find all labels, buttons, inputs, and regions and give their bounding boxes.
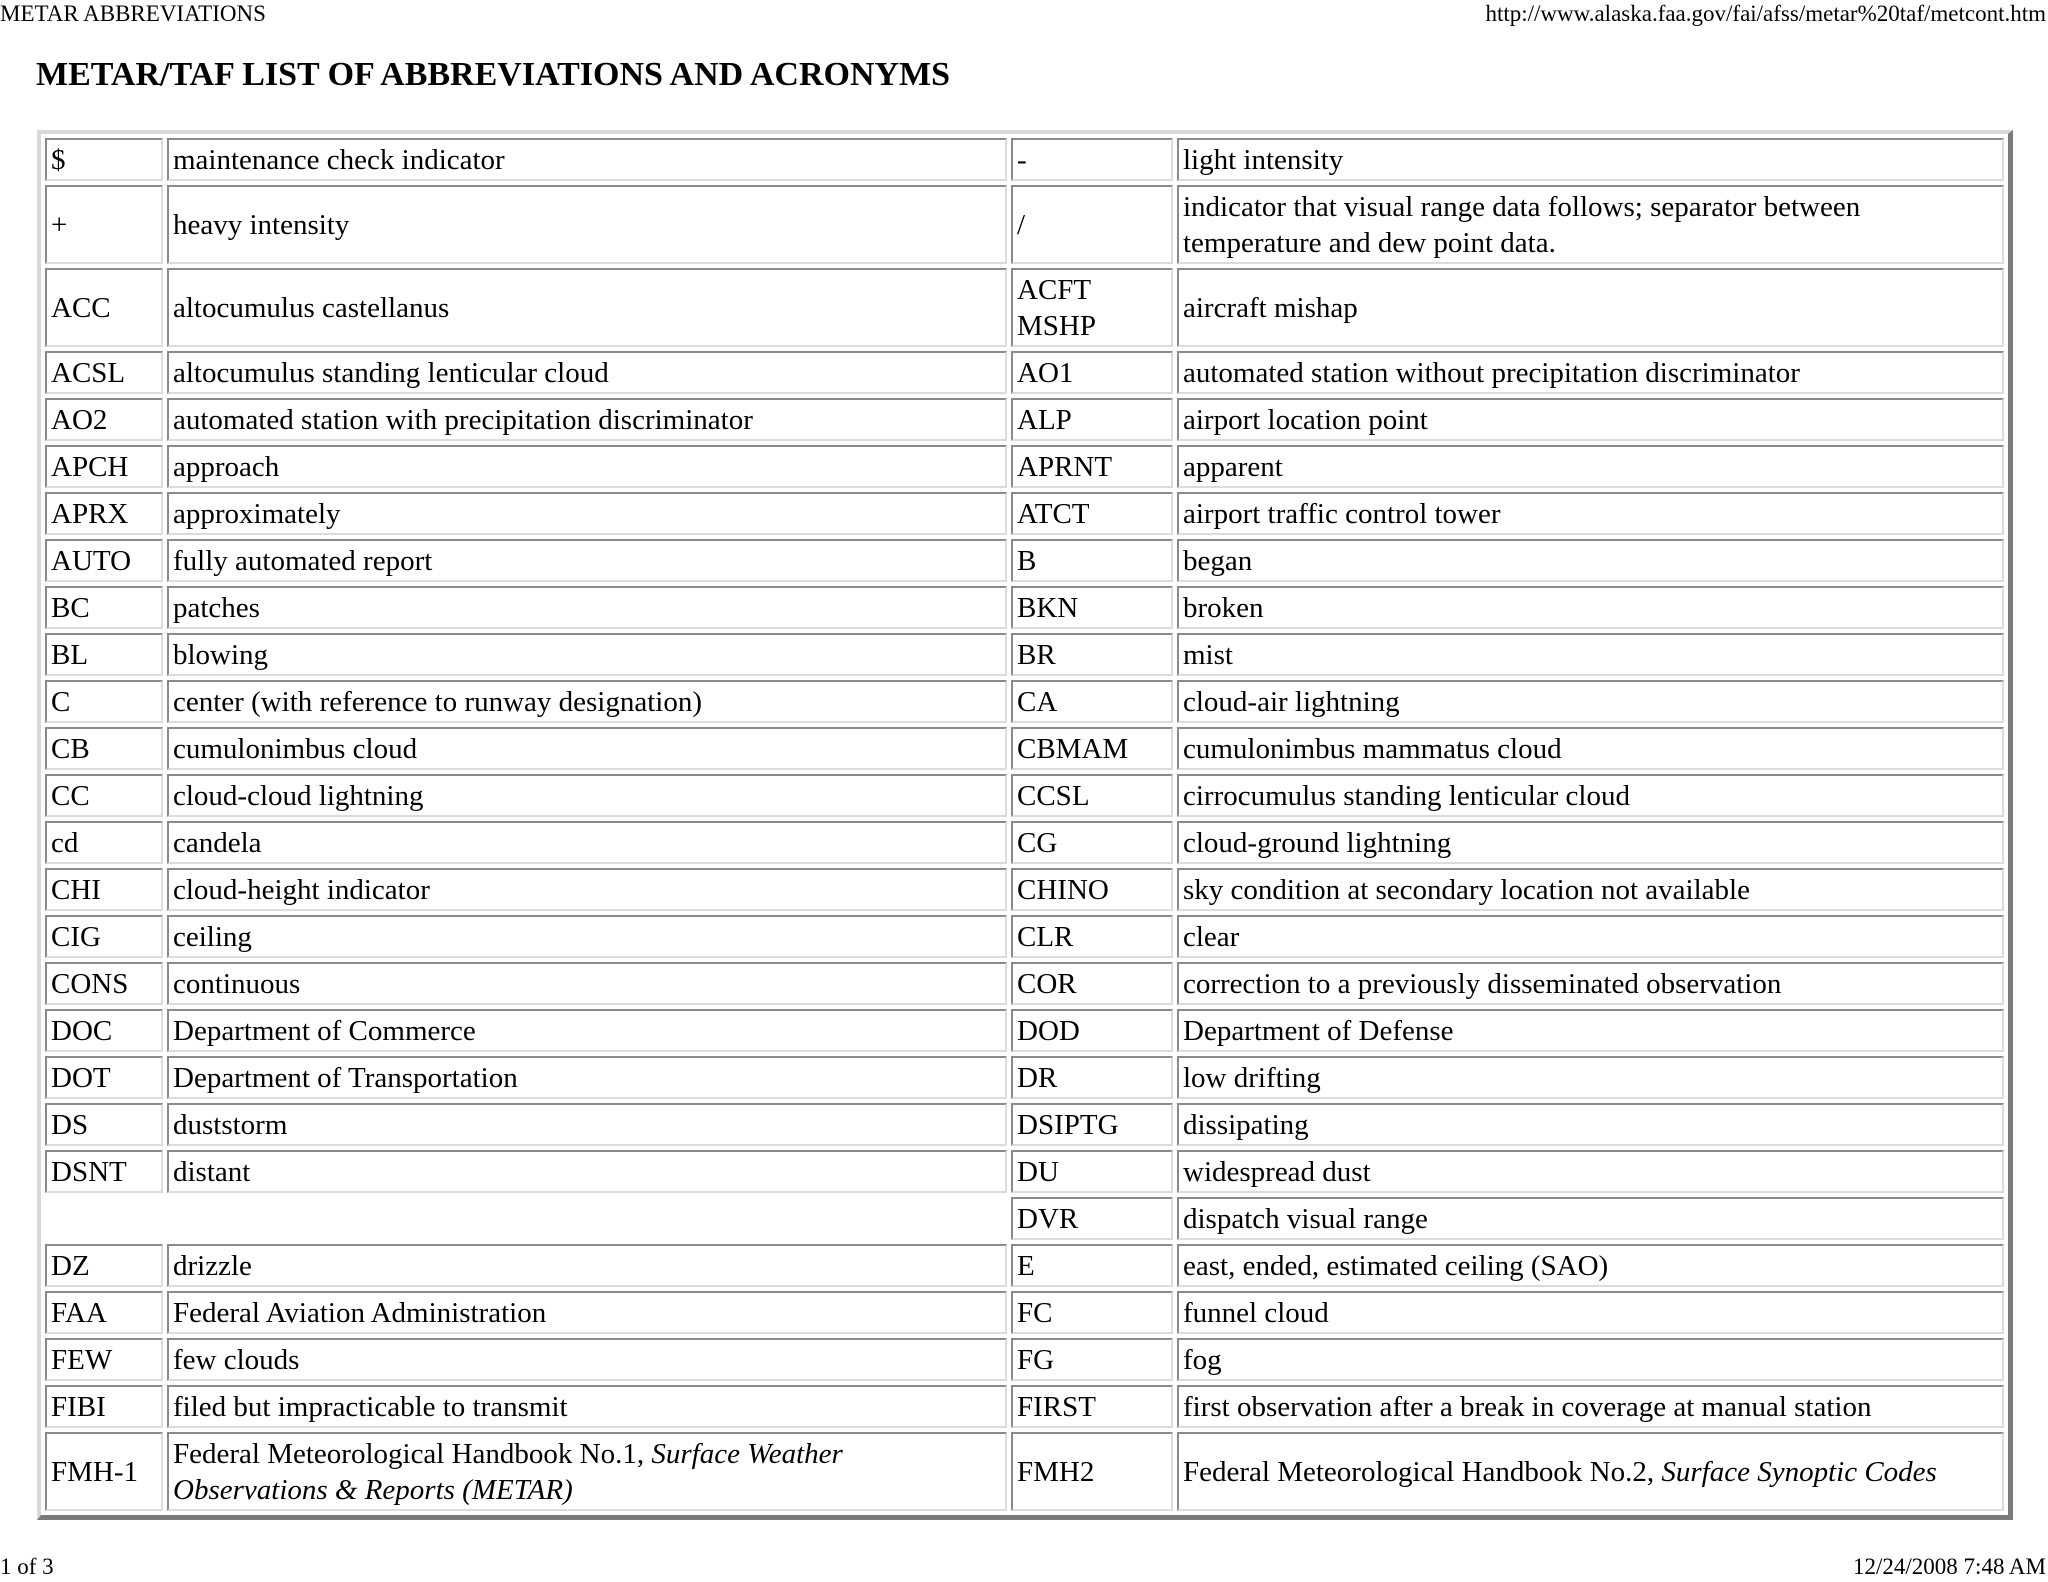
abbreviation-cell: CG [1011,821,1173,864]
definition-cell: apparent [1177,445,2004,488]
definition-text: Federal Meteorological Handbook No.1, [173,1438,652,1470]
definition-cell: airport traffic control tower [1177,492,2004,535]
abbreviation-cell: BKN [1011,586,1173,629]
abbreviation-cell: AO1 [1011,351,1173,394]
definition-cell: automated station with precipitation discriminator [167,398,1007,441]
abbreviations-table [41,134,2008,1515]
definition-cell: fully automated report [167,539,1007,582]
definition-cell: blowing [167,633,1007,676]
definition-cell: broken [1177,586,2004,629]
table-row [45,1197,2004,1240]
abbreviation-cell: ACSL [45,351,163,394]
abbreviation-cell: FIBI [45,1385,163,1428]
abbreviation-cell: ACFT MSHP [1011,268,1173,347]
abbreviation-cell: / [1011,185,1173,264]
table-row [45,680,2004,723]
definition-cell: Federal Aviation Administration [167,1291,1007,1334]
print-footer-timestamp: 12/24/2008 7:48 AM [1853,1554,2046,1579]
table-row [45,1103,2004,1146]
table-row [45,351,2004,394]
definition-cell: mist [1177,633,2004,676]
abbreviation-cell: CLR [1011,915,1173,958]
abbreviation-cell: CBMAM [1011,727,1173,770]
abbreviation-cell: FIRST [1011,1385,1173,1428]
definition-cell: few clouds [167,1338,1007,1381]
table-row [45,492,2004,535]
table-row [45,1432,2004,1511]
definition-cell: altocumulus standing lenticular cloud [167,351,1007,394]
definition-cell: heavy intensity [167,185,1007,264]
abbreviation-cell: APCH [45,445,163,488]
definition-cell: cloud-height indicator [167,868,1007,911]
abbreviation-cell: COR [1011,962,1173,1005]
definition-cell: cloud-cloud lightning [167,774,1007,817]
definition-cell: maintenance check indicator [167,138,1007,181]
abbreviation-cell: FG [1011,1338,1173,1381]
abbreviations-table-body [45,138,2004,1511]
table-row [45,1385,2004,1428]
definition-cell: ceiling [167,915,1007,958]
definition-cell: clear [1177,915,2004,958]
table-row [45,1244,2004,1287]
definition-cell: light intensity [1177,138,2004,181]
abbreviation-cell: FEW [45,1338,163,1381]
table-row [45,821,2004,864]
abbreviation-cell: FMH-1 [45,1432,163,1511]
table-row [45,1291,2004,1334]
abbreviations-table-frame [37,130,2013,1520]
table-row [45,445,2004,488]
abbreviation-cell: CIG [45,915,163,958]
definition-cell: Department of Defense [1177,1009,2004,1052]
abbreviation-cell: DOD [1011,1009,1173,1052]
table-row [45,962,2004,1005]
definition-cell: cloud-air lightning [1177,680,2004,723]
abbreviation-cell: APRNT [1011,445,1173,488]
definition-cell: approximately [167,492,1007,535]
table-row [45,539,2004,582]
table-row [45,1056,2004,1099]
definition-cell: cloud-ground lightning [1177,821,2004,864]
abbreviation-cell: DZ [45,1244,163,1287]
definition-cell [1177,1432,2004,1511]
abbreviation-cell: DOC [45,1009,163,1052]
definition-cell: first observation after a break in coverage at manual station [1177,1385,2004,1428]
abbreviation-cell: E [1011,1244,1173,1287]
abbreviation-cell: ATCT [1011,492,1173,535]
abbreviation-cell: C [45,680,163,723]
definition-cell: dissipating [1177,1103,2004,1146]
definition-cell: cumulonimbus mammatus cloud [1177,727,2004,770]
abbreviation-cell: AUTO [45,539,163,582]
abbreviation-cell: CA [1011,680,1173,723]
definition-cell: cirrocumulus standing lenticular cloud [1177,774,2004,817]
definition-text: Federal Meteorological Handbook No.2, [1183,1456,1662,1488]
abbreviation-cell: DOT [45,1056,163,1099]
publication-title: Surface Synoptic Codes [1661,1456,1937,1488]
abbreviation-cell: APRX [45,492,163,535]
abbreviation-cell: DSIPTG [1011,1103,1173,1146]
table-row [45,586,2004,629]
table-row [45,633,2004,676]
abbreviation-cell: CHI [45,868,163,911]
abbreviation-cell: CC [45,774,163,817]
definition-cell: automated station without precipitation discriminator [1177,351,2004,394]
definition-cell: duststorm [167,1103,1007,1146]
definition-cell: sky condition at secondary location not available [1177,868,2004,911]
definition-cell: center (with reference to runway designation) [167,680,1007,723]
definition-cell: dispatch visual range [1177,1197,2004,1240]
table-row [45,268,2004,347]
print-header-url: http://www.alaska.faa.gov/fai/afss/metar%20taf/metcont.htm [1485,1,2046,26]
abbreviation-cell: CCSL [1011,774,1173,817]
definition-cell: aircraft mishap [1177,268,2004,347]
definition-cell: airport location point [1177,398,2004,441]
definition-cell: drizzle [167,1244,1007,1287]
definition-cell: funnel cloud [1177,1291,2004,1334]
abbreviation-cell: FMH2 [1011,1432,1173,1511]
definition-cell: Department of Commerce [167,1009,1007,1052]
abbreviation-cell: DVR [1011,1197,1173,1240]
definition-cell: indicator that visual range data follows; separator between temperature and dew point data. [1177,185,2004,264]
abbreviation-cell: CONS [45,962,163,1005]
abbreviation-cell: FC [1011,1291,1173,1334]
table-row [45,185,2004,264]
table-row [45,727,2004,770]
abbreviation-cell: CB [45,727,163,770]
definition-cell: Department of Transportation [167,1056,1007,1099]
table-row [45,774,2004,817]
definition-cell: continuous [167,962,1007,1005]
table-row [45,398,2004,441]
table-row [45,915,2004,958]
abbreviation-cell: + [45,185,163,264]
print-header-title: METAR ABBREVIATIONS [0,1,266,26]
definition-cell: approach [167,445,1007,488]
page-title: METAR/TAF LIST OF ABBREVIATIONS AND ACRONYMS [36,56,951,93]
table-row [45,1009,2004,1052]
definition-cell: began [1177,539,2004,582]
empty-cell [45,1197,1007,1240]
definition-cell: correction to a previously disseminated observation [1177,962,2004,1005]
definition-cell: patches [167,586,1007,629]
definition-cell [167,1432,1007,1511]
abbreviation-cell: B [1011,539,1173,582]
abbreviation-cell: CHINO [1011,868,1173,911]
abbreviation-cell: $ [45,138,163,181]
definition-cell: widespread dust [1177,1150,2004,1193]
abbreviation-cell: BL [45,633,163,676]
abbreviation-cell: DR [1011,1056,1173,1099]
abbreviation-cell: DSNT [45,1150,163,1193]
definition-cell: cumulonimbus cloud [167,727,1007,770]
definition-cell: low drifting [1177,1056,2004,1099]
table-row [45,138,2004,181]
definition-cell: fog [1177,1338,2004,1381]
definition-cell: east, ended, estimated ceiling (SAO) [1177,1244,2004,1287]
definition-cell: filed but impracticable to transmit [167,1385,1007,1428]
definition-cell: candela [167,821,1007,864]
table-row [45,1150,2004,1193]
abbreviation-cell: cd [45,821,163,864]
definition-cell: distant [167,1150,1007,1193]
abbreviation-cell: DU [1011,1150,1173,1193]
abbreviation-cell: - [1011,138,1173,181]
print-footer-page: 1 of 3 [0,1554,54,1579]
abbreviation-cell: ALP [1011,398,1173,441]
abbreviation-cell: FAA [45,1291,163,1334]
abbreviation-cell: BR [1011,633,1173,676]
abbreviation-cell: DS [45,1103,163,1146]
publication-title: Surface Weather Observations & Reports (METAR) [173,1438,843,1506]
table-row [45,868,2004,911]
definition-cell: altocumulus castellanus [167,268,1007,347]
abbreviation-cell: BC [45,586,163,629]
abbreviation-cell: AO2 [45,398,163,441]
abbreviation-cell: ACC [45,268,163,347]
table-row [45,1338,2004,1381]
